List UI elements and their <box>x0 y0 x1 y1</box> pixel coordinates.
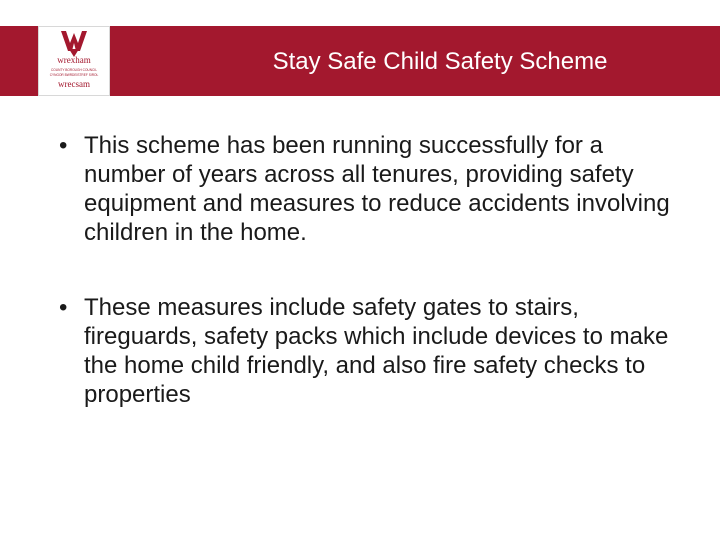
wrexham-council-logo <box>38 26 110 96</box>
bullet-text: This scheme has been running successfully for a number of years across all tenures, providing safety equipment and measures to reduce accidents involving children in the home. <box>84 132 670 246</box>
logo-mark-icon <box>39 27 109 95</box>
svg-text:CYNGOR BWRDEISTREF SIROL: CYNGOR BWRDEISTREF SIROL <box>49 73 99 77</box>
bullet-item <box>56 293 676 409</box>
slide-title: Stay Safe Child Safety Scheme <box>272 48 608 75</box>
bullet-icon: • <box>59 132 68 159</box>
bullet-text: These measures include safety gates to stairs, fireguards, safety packs which include devices to make the home child friendly, and also fire safety checks to properties <box>84 294 669 408</box>
svg-text:wrecsam: wrecsam <box>58 79 90 89</box>
svg-text:wrexham: wrexham <box>57 55 91 65</box>
svg-text:COUNTY BOROUGH COUNCIL: COUNTY BOROUGH COUNCIL <box>51 68 97 72</box>
bullet-item <box>56 131 676 247</box>
bullet-icon: • <box>59 294 68 321</box>
bullet-list <box>56 131 676 409</box>
